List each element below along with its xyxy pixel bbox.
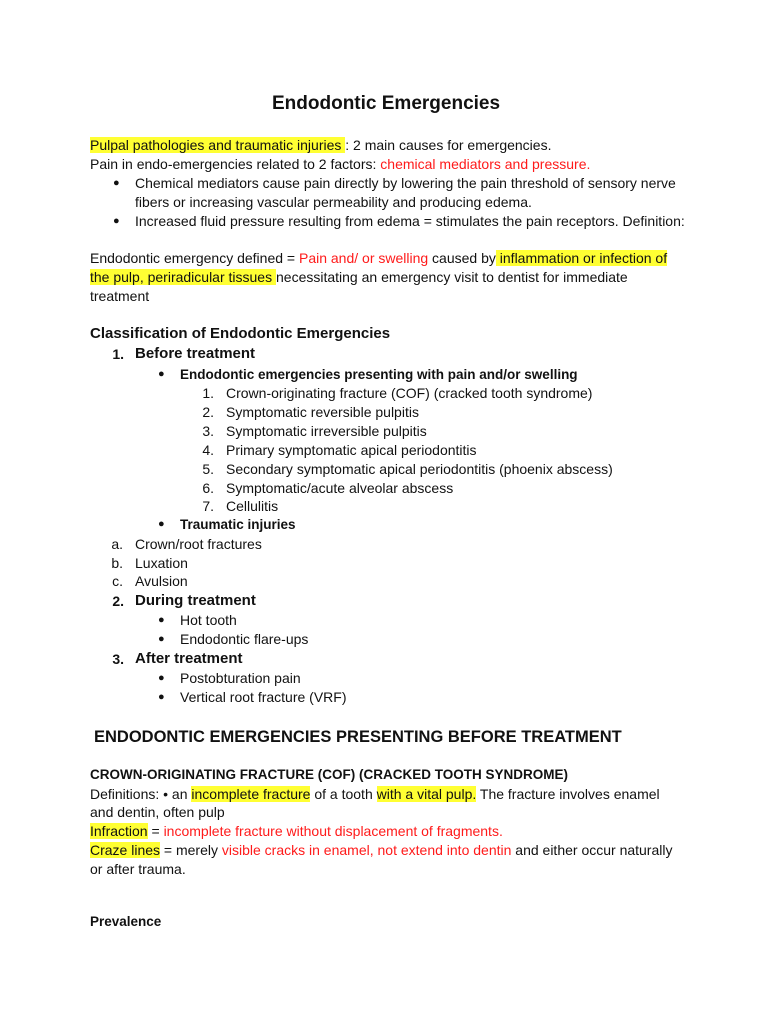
infraction-term: Infraction	[90, 823, 148, 839]
item-number: 5.	[202, 461, 214, 477]
before-sub-traumatic: Traumatic injuries	[180, 517, 296, 532]
intro-bullet-2: Increased fluid pressure resulting from edema = stimulates the pain receptors. Definition:	[135, 213, 685, 229]
intro-line-1-rest: : 2 main causes for emergencies.	[345, 137, 552, 153]
item-letter: a.	[111, 536, 123, 552]
craze-definition: visible cracks in enamel, not extend into dentin	[221, 842, 512, 858]
list-item: Symptomatic irreversible pulpitis	[226, 423, 427, 439]
after-number: 3.	[112, 651, 124, 667]
craze-line-2: or after trauma.	[90, 861, 186, 877]
list-item: Cellulitis	[226, 498, 279, 514]
bullet-icon: ●	[158, 633, 165, 645]
list-item: Luxation	[135, 555, 188, 571]
craze-line-1	[90, 841, 672, 859]
list-item: Secondary symptomatic apical periodontitis (phoenix abscess)	[226, 461, 613, 477]
item-number: 7.	[202, 498, 214, 514]
cof-heading: CROWN-ORIGINATING FRACTURE (COF) (CRACKED TOOTH SYNDROME)	[90, 767, 568, 782]
cof-def-mid: of a tooth	[310, 786, 377, 802]
definition-pre: Endodontic emergency defined =	[90, 250, 299, 266]
list-item: Avulsion	[135, 573, 188, 589]
bullet-icon: ●	[113, 215, 120, 227]
bullet-icon: ●	[113, 177, 120, 189]
bullet-icon: ●	[158, 614, 165, 626]
infraction-definition: incomplete fracture without displacement of fragments.	[163, 823, 503, 839]
item-letter: c.	[112, 573, 123, 589]
list-item: Crown/root fractures	[135, 536, 262, 552]
cof-def-pre: Definitions: • an	[90, 786, 192, 802]
list-item: Endodontic flare-ups	[180, 631, 309, 647]
list-item: Crown-originating fracture (COF) (cracked tooth syndrome)	[226, 385, 593, 401]
bullet-icon: ●	[158, 368, 165, 380]
list-item: Vertical root fracture (VRF)	[180, 689, 347, 705]
item-number: 3.	[202, 423, 214, 439]
intro-bullet-1-line-1: Chemical mediators cause pain directly by lowering the pain threshold of sensory nerve	[135, 175, 676, 191]
intro-line-2	[90, 155, 590, 173]
intro-line-2-red: chemical mediators and pressure.	[380, 156, 591, 172]
definition-line-3: treatment	[90, 288, 150, 304]
intro-line-1	[90, 136, 551, 154]
definition-highlight-b: the pulp, periradicular tissues	[90, 269, 276, 285]
list-item: Symptomatic/acute alveolar abscess	[226, 480, 454, 496]
during-treatment-label: During treatment	[135, 592, 256, 609]
cof-definition-line-1	[90, 785, 660, 803]
definition-mid: caused by	[428, 250, 496, 266]
classification-heading: Classification of Endodontic Emergencies	[90, 325, 391, 342]
bullet-icon: ●	[158, 518, 165, 530]
item-letter: b.	[111, 555, 123, 571]
bullet-icon: ●	[158, 691, 165, 703]
section-heading-before-treatment: ENDODONTIC EMERGENCIES PRESENTING BEFORE TREATMENT	[94, 728, 622, 746]
list-item: Symptomatic reversible pulpitis	[226, 404, 419, 420]
definition-line-2	[90, 268, 628, 286]
before-treatment-label: Before treatment	[135, 345, 256, 362]
cof-definition-line-2: and dentin, often pulp	[90, 804, 225, 820]
bullet-icon: ●	[158, 672, 165, 684]
list-item: Postobturation pain	[180, 670, 301, 686]
cof-def-highlight-1: incomplete fracture	[191, 786, 311, 802]
during-number: 2.	[112, 593, 124, 609]
cof-def-rest: The fracture involves enamel	[476, 786, 660, 802]
intro-line-2-text: Pain in endo-emergencies related to 2 factors:	[90, 156, 381, 172]
item-number: 2.	[202, 404, 214, 420]
before-sub-pain-swelling: Endodontic emergencies presenting with pain and/or swelling	[180, 367, 578, 382]
infraction-eq: =	[147, 823, 164, 839]
craze-term: Craze lines	[90, 842, 161, 858]
list-item: Hot tooth	[180, 612, 237, 628]
prevalence-heading: Prevalence	[90, 914, 162, 929]
definition-rest: necessitating an emergency visit to dentist for immediate	[276, 269, 628, 285]
page-title: Endodontic Emergencies	[272, 93, 501, 114]
item-number: 4.	[202, 442, 214, 458]
cof-def-highlight-2: with a vital pulp.	[376, 786, 477, 802]
craze-eq: = merely	[160, 842, 222, 858]
definition-red: Pain and/ or swelling	[298, 250, 429, 266]
infraction-line	[90, 822, 503, 840]
highlight-causes: Pulpal pathologies and traumatic injuries	[90, 137, 346, 153]
definition-highlight-a: inflammation or infection of	[495, 250, 668, 266]
craze-rest: and either occur naturally	[511, 842, 673, 858]
definition-line-1	[90, 249, 667, 267]
intro-bullet-1-line-2: fibers or increasing vascular permeability and producing edema.	[135, 194, 532, 210]
after-treatment-label: After treatment	[135, 650, 243, 667]
list-item: Primary symptomatic apical periodontitis	[226, 442, 477, 458]
before-number: 1.	[112, 346, 124, 362]
item-number: 1.	[202, 385, 214, 401]
item-number: 6.	[202, 480, 214, 496]
